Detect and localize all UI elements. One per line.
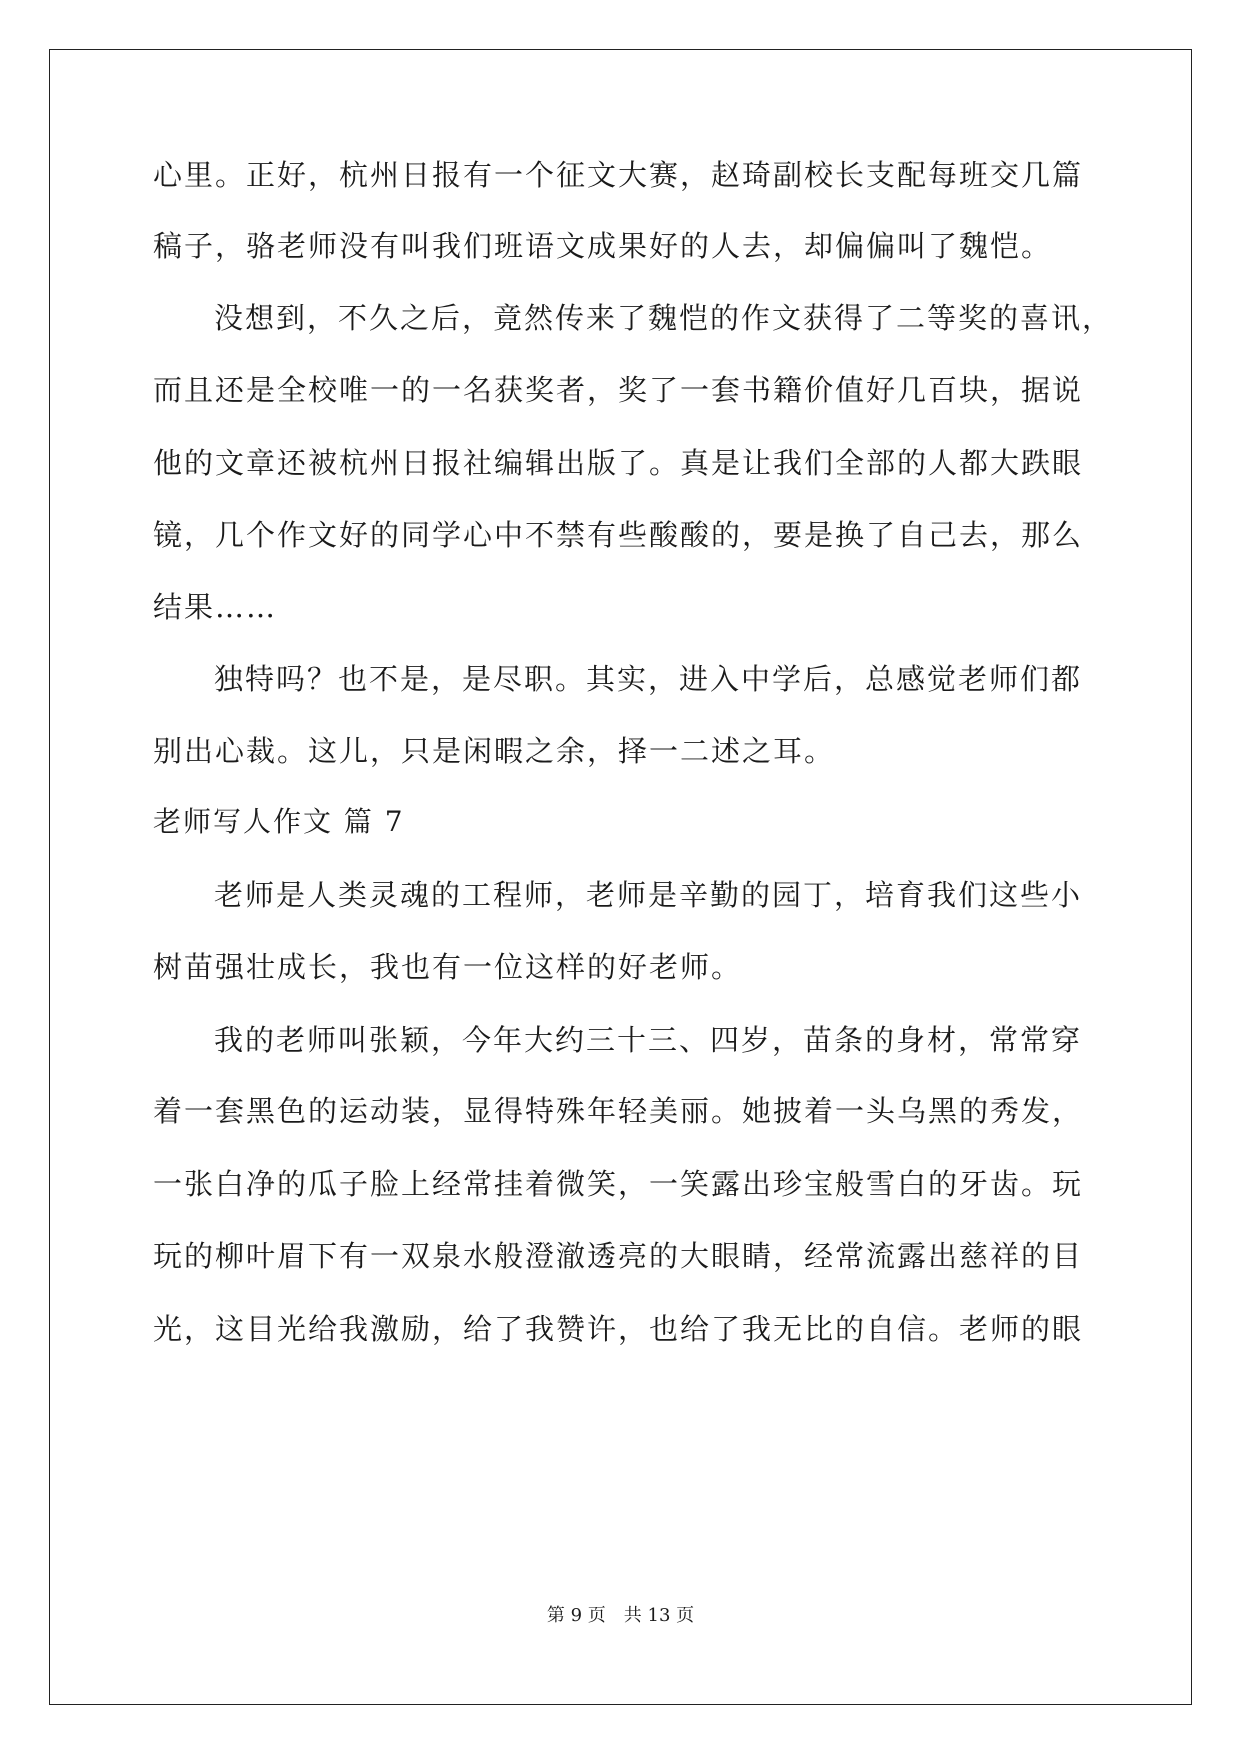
text-line: 着一套黑色的运动装，显得特殊年轻美丽。她披着一头乌黑的秀发， [153, 1094, 1084, 1128]
paragraph-first-line: 我的老师叫张颖，今年大约三十三、四岁，苗条的身材，常常穿 [214, 1023, 1083, 1057]
text-line: 光，这目光给我激励，给了我赞许，也给了我无比的自信。老师的眼 [153, 1312, 1084, 1346]
text-line: 镜，几个作文好的同学心中不禁有些酸酸的，要是换了自己去，那么 [153, 518, 1084, 552]
page-number: 第 9 页 [546, 1605, 606, 1626]
text-line: 他的文章还被杭州日报社编辑出版了。真是让我们全部的人都大跌眼 [153, 446, 1084, 480]
text-line: 心里。正好，杭州日报有一个征文大赛，赵琦副校长支配每班交几篇 [153, 158, 1084, 192]
page-footer [0, 1604, 1241, 1628]
text-line: 结果…… [153, 590, 278, 624]
section-heading: 老师写人作文 篇 7 [153, 805, 405, 838]
page-total: 共 13 页 [623, 1605, 695, 1626]
text-line: 稿子，骆老师没有叫我们班语文成果好的人去，却偏偏叫了魏恺。 [153, 229, 1053, 263]
text-line: 玩的柳叶眉下有一双泉水般澄澈透亮的大眼睛，经常流露出慈祥的目 [153, 1239, 1084, 1273]
paragraph-first-line: 老师是人类灵魂的工程师，老师是辛勤的园丁，培育我们这些小 [214, 878, 1083, 912]
paragraph-first-line: 独特吗？也不是，是尽职。其实，进入中学后，总感觉老师们都 [214, 662, 1083, 696]
text-line: 别出心裁。这儿，只是闲暇之余，择一二述之耳。 [153, 734, 836, 768]
text-line: 树苗强壮成长，我也有一位这样的好老师。 [153, 950, 743, 984]
text-line: 而且还是全校唯一的一名获奖者，奖了一套书籍价值好几百块，据说 [153, 373, 1084, 407]
text-line: 一张白净的瓜子脸上经常挂着微笑，一笑露出珍宝般雪白的牙齿。玩 [153, 1167, 1084, 1201]
paragraph-first-line: 没想到，不久之后，竟然传来了魏恺的作文获得了二等奖的喜讯， [214, 301, 1114, 335]
